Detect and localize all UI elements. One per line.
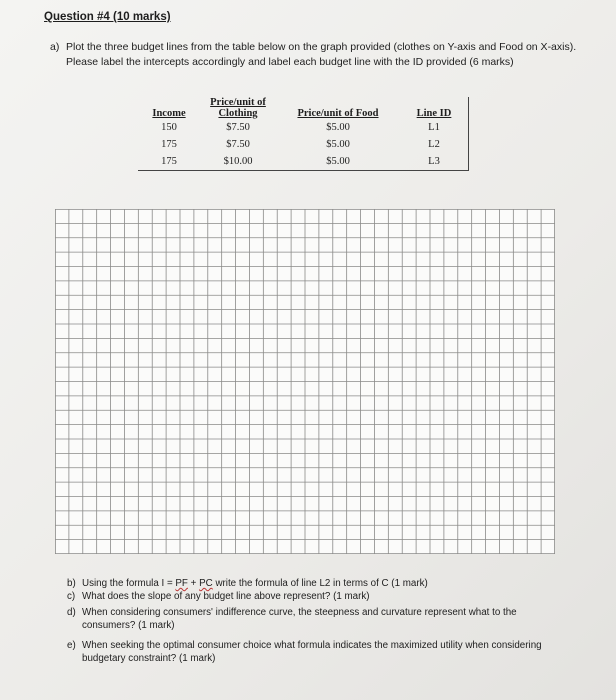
header-line-id: Line ID (416, 108, 452, 119)
part-a (50, 40, 586, 70)
cell-line-id: L2 (428, 139, 440, 150)
part-a-text: Plot the three budget lines from the table below on the graph provided (clothes on Y-axis and Food on X-axis). Please label the intercepts accordingly and label each budget line with the ID provided (6 marks) (66, 41, 577, 68)
cell-price-clothing: $10.00 (223, 156, 253, 167)
part-d (67, 606, 552, 632)
part-e-label: e) (67, 640, 76, 651)
formula-plus: + (187, 578, 200, 589)
graph-grid[interactable] (55, 209, 555, 554)
part-c-text: What does the slope of any budget line above represent? (1 mark) (82, 591, 370, 602)
part-b-label: b) (67, 578, 76, 589)
part-a-label: a) (50, 41, 60, 53)
table-row (138, 136, 469, 153)
part-d-label: d) (67, 607, 76, 618)
part-d-text: When considering consumers' indifference curve, the steepness and curvature represent what to the consumers? (1 mark) (82, 607, 517, 631)
formula-pf: PF (175, 578, 188, 589)
cell-price-food: $5.00 (326, 156, 350, 167)
cell-price-clothing: $7.50 (226, 122, 250, 133)
graph-paper[interactable] (55, 209, 555, 554)
part-c (67, 590, 562, 603)
table-row (138, 153, 469, 171)
cell-price-clothing: $7.50 (226, 139, 250, 150)
header-price-food: Price/unit of Food (297, 108, 379, 119)
part-b (67, 577, 562, 590)
budget-table (138, 97, 469, 171)
header-income: Income (152, 108, 186, 119)
cell-price-food: $5.00 (326, 122, 350, 133)
header-price-clothing: Price/unit of Clothing (210, 97, 266, 119)
cell-income: 150 (161, 122, 177, 133)
cell-income: 175 (161, 139, 177, 150)
part-e (67, 639, 552, 665)
formula-pc: PC (199, 578, 213, 589)
cell-income: 175 (161, 156, 177, 167)
part-b-text-after: write the formula of line L2 in terms of C (1 mark) (212, 578, 428, 589)
cell-line-id: L3 (428, 156, 440, 167)
cell-price-food: $5.00 (326, 139, 350, 150)
part-c-label: c) (67, 591, 76, 602)
part-e-text: When seeking the optimal consumer choice what formula indicates the maximized utility when considering budgetary constraint? (1 mark) (82, 640, 542, 664)
part-b-text-before: Using the formula I = (82, 578, 176, 589)
table-row (138, 119, 469, 136)
cell-line-id: L1 (428, 122, 440, 133)
question-title: Question #4 (10 marks) (44, 11, 171, 23)
